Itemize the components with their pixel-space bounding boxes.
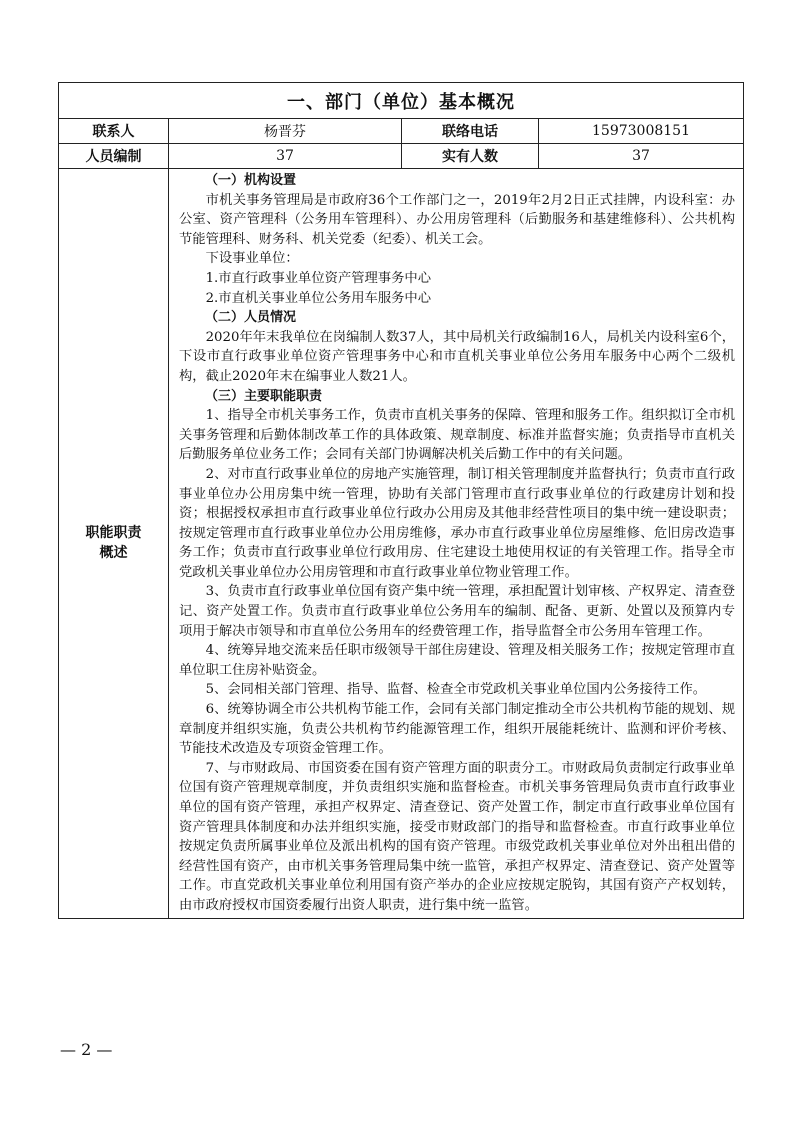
duty-paragraph: （二）人员情况 xyxy=(205,310,297,326)
staff-actual-value: 37 xyxy=(539,144,744,169)
basic-info-table xyxy=(58,82,744,919)
duty-paragraph: 下设事业单位： xyxy=(205,251,299,267)
duty-paragraph: （三）主要职能职责 xyxy=(205,388,323,404)
contact-person-label: 联系人 xyxy=(59,119,169,144)
duty-paragraph: 2、对市直行政事业单位的房地产实施管理，制订相关管理制度并监督执行；负责市直行政事业单位办公用房集中统一管理，协助有关部门管理市直行政事业单位的行政建房计划和投资；根据授权承担市直行政事业单位行政办公用房及其他非经营性项目的集中统一建设职责；按规定管理市直行政事业单位办公用房维修，承办市直行政事业单位房屋维修、危旧房改造事务工作；负责市直行政事业单位行政用房、住宅建设土地使用权证的有关管理工作。指导全市党政机关事业单位办公用房管理和市直行政事业单位物业管理工作。 xyxy=(179,466,735,580)
section-title: 一、部门（单位）基本概况 xyxy=(59,83,744,119)
duties-content xyxy=(169,169,744,919)
contact-person-value: 杨晋芬 xyxy=(169,119,402,144)
duty-paragraph: 2.市直机关事业单位公务用车服务中心 xyxy=(205,290,432,306)
duty-paragraph: 3、负责市直行政事业单位国有资产集中统一管理，承担配置计划审核、产权界定、清查登记、资产处置工作。负责市直行政事业单位公务用车的编制、配备、更新、处置以及预算内专项用于解决市领导和市直单位公务用车的经费管理工作，指导监督全市公务用车管理工作。 xyxy=(179,584,735,639)
duty-paragraph: 2020年年末我单位在岗编制人数37人，其中局机关行政编制16人，局机关内设科室6个，下设市直行政事业单位资产管理事务中心和市直机关事业单位公务用车服务中心两个二级机构，截止2020年末在编事业人数21人。 xyxy=(179,329,735,384)
staff-quota-label: 人员编制 xyxy=(59,144,169,169)
duties-label xyxy=(59,169,169,919)
duties-label-line2: 概述 xyxy=(99,545,128,562)
duty-paragraph: （一）机构设置 xyxy=(205,173,297,188)
staff-actual-label: 实有人数 xyxy=(402,144,539,169)
duty-paragraph: 1.市直行政事业单位资产管理事务中心 xyxy=(205,270,432,286)
duties-label-line1: 职能职责 xyxy=(85,525,142,542)
duty-paragraph: 市机关事务管理局是市政府36个工作部门之一，2019年2月2日正式挂牌，内设科室：办公室、资产管理科（公务用车管理科）、办公用房管理科（后勤服务和基建维修科）、公共机构节能管理科、财务科、机关党委（纪委）、机关工会。 xyxy=(179,192,735,247)
duty-paragraph: 4、统筹异地交流来岳任职市级领导干部住房建设、管理及相关服务工作；按规定管理市直单位职工住房补贴资金。 xyxy=(179,643,735,678)
duty-paragraph: 6、统筹协调全市公共机构节能工作，会同有关部门制定推动全市公共机构节能的规划、规章制度并组织实施，负责公共机构节约能源管理工作，组织开展能耗统计、监测和评价考核、节能技术改造及专项资金管理工作。 xyxy=(179,702,735,757)
duty-paragraph: 5、会同相关部门管理、指导、监督、检查全市党政机关事业单位国内公务接待工作。 xyxy=(205,682,707,698)
duty-paragraph: 1、指导全市机关事务工作，负责市直机关事务的保障、管理和服务工作。组织拟订全市机关事务管理和后勤体制改革工作的具体政策、规章制度、标准并监督实施；负责指导市直机关后勤服务单位业务工作；会同有关部门协调解决机关后勤工作中的有关问题。 xyxy=(179,408,735,463)
page-number: — 2 — xyxy=(60,1040,113,1059)
staff-quota-value: 37 xyxy=(169,144,402,169)
contact-phone-value: 15973008151 xyxy=(539,119,744,144)
contact-phone-label: 联络电话 xyxy=(402,119,539,144)
duty-paragraph: 7、与市财政局、市国资委在国有资产管理方面的职责分工。市财政局负责制定行政事业单位国有资产管理规章制度，并负责组织实施和监督检查。市机关事务管理局负责市直行政事业单位的国有资产管理，承担产权界定、清查登记、资产处置工作，制定市直行政事业单位国有资产管理具体制度和办法并组织实施，接受市财政部门的指导和监督检查。市直行政事业单位按规定负责所属事业单位及派出机构的国有资产管理。市级党政机关事业单位对外出租出借的经营性国有资产，由市机关事务管理局集中统一监管，承担产权界定、清查登记、资产处置等工作。市直党政机关事业单位利用国有资产举办的企业应按规定脱钩，其国有资产产权划转，由市政府授权市国资委履行出资人职责，进行集中统一监管。 xyxy=(179,760,735,913)
